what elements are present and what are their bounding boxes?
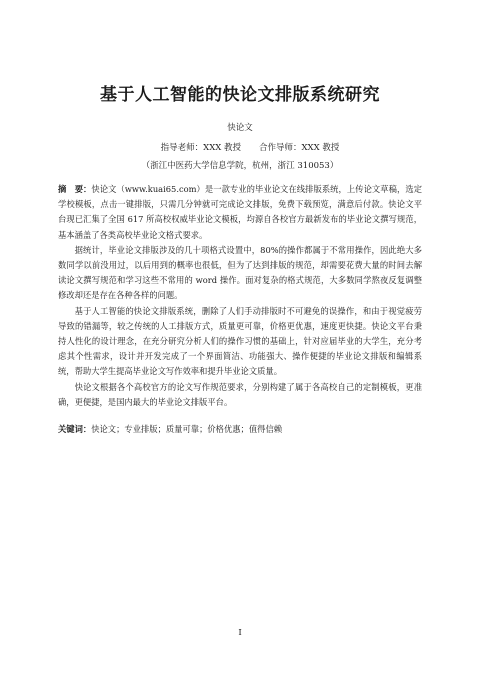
advisor-name: 指导老师：XXX 教授 — [160, 143, 241, 153]
abstract-paragraph-1 — [58, 182, 422, 243]
keywords-line — [58, 422, 422, 436]
paper-title: 基于人工智能的快论文排版系统研究 — [100, 85, 380, 105]
abstract-text-1: 快论文（www.kuai65.com）是一款专业的毕业论文在线排版系统，上传论文草稿，选定学校模板，点击一键排版，只需几分钟就可完成论文排版，免费下载预览，满意后付款。快论文平台现已汇集了全国 617 所高校权威毕业论文模板，均源自各校官方最新发布的毕业论文撰写规范，基本涵盖了各类高校毕业论文格式要求。 — [58, 184, 422, 240]
collaborator-name: 合作导师：XXX 教授 — [259, 143, 340, 153]
abstract-label: 摘 要： — [58, 184, 92, 194]
abstract-paragraph-2: 据统计，毕业论文排版涉及的几十项格式设置中，80%的操作都属于不常用操作，因此绝大多数同学以前没用过，以后用到的概率也很低，但为了达到排版的规范，却需要花费大量的时间去解读论文撰写规范和学习这些不常用的 word 操作。面对复杂的格式规范，大多数同学熬夜反复调整修改却还是存在各种各样的问题。 — [58, 244, 422, 301]
keywords-text: 快论文；专业排版；质量可靠；价格优惠；值得信赖 — [91, 424, 283, 435]
keywords-label: 关键词： — [58, 424, 92, 435]
page-number: I — [238, 628, 242, 638]
author-name: 快论文 — [227, 123, 253, 133]
abstract-paragraph-3: 基于人工智能的快论文排版系统，删除了人们手动排版时不可避免的误操作，和由于视觉疲劳导致的错漏等，较之传统的人工排版方式，质量更可靠，价格更优惠，速度更快捷。快论文平台秉持人性化的设计理念，在充分研究分析人们的操作习惯的基础上，针对应届毕业的大学生，充分考虑其个性需求，设计并开发完成了一个界面简洁、功能强大、操作便捷的毕业论文排版和编辑系统，帮助大学生提高毕业论文写作效率和提升毕业论文质量。 — [58, 305, 422, 377]
advisors-line — [58, 142, 422, 154]
abstract-section — [58, 182, 422, 410]
abstract-paragraph-4: 快论文根据各个高校官方的论文写作规范要求，分别构建了属于各高校自己的定制模板，更准确，更便捷，是国内最大的毕业论文排版平台。 — [58, 381, 422, 407]
affiliation: （浙江中医药大学信息学院，杭州，浙江 310053） — [141, 161, 339, 171]
